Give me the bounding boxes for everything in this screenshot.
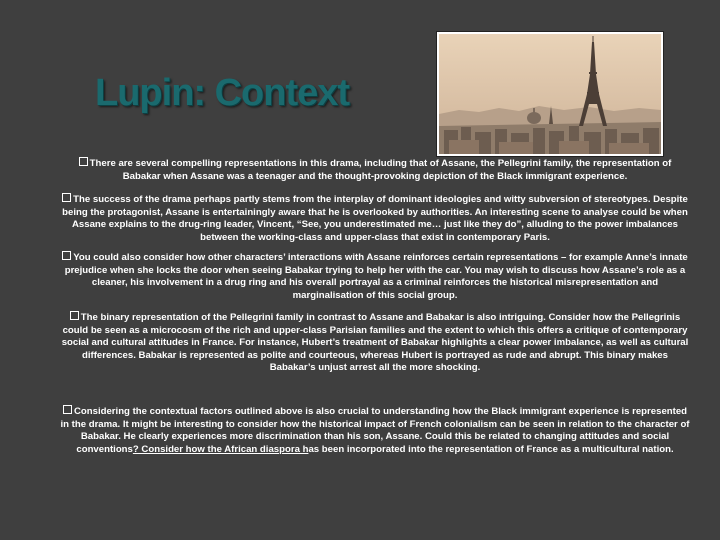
- paragraph-text: The success of the drama perhaps partly stems from the interplay of dominant ideologies and witty subversion of stereotypes. Despite being the protagonist, Assane is entertainingly aware that he is overlooked by authorities. An interesting scene to analyse could be when Assane explains to the drug-ring leader, Vincent, “See, you underestimated me… just like they do”, alluding to the power imbalances between the working-class and upper-class that exist in contemporary Paris.: [62, 194, 688, 243]
- paragraph-text: Considering the contextual factors outlined above is also crucial to understanding how the Black immigrant experience is represented in the drama. It might be interesting to consider how the historical impact of French colonialism can be seen in relation to the character of Babakar. He clearly experiences more discrimination than his son, Assane. Could this be related to changing attitudes and social conventions: [60, 406, 690, 455]
- bullet-box-icon: [63, 405, 72, 414]
- paragraph-text-end: as been incorporated into the representation of France as a multicultural nation.: [308, 443, 674, 455]
- bullet-box-icon: [62, 193, 71, 202]
- paragraph-text: You could also consider how other characters’ interactions with Assane reinforces certain representations – for example Anne’s innate prejudice when she locks the door when seeing Babakar trying to help her with the car. You may wish to discuss how Assane’s role as a cleaner, his involvement in a drug ring and his overall portrayal as a criminal reinforces the historical misrepresentation and marginalisation of this social group.: [64, 252, 688, 301]
- bullet-box-icon: [70, 311, 79, 320]
- slide-title: Lupin: Context: [95, 72, 350, 114]
- bullet-box-icon: [62, 251, 71, 260]
- paris-skyline-image: [437, 32, 663, 156]
- hyperlink-text[interactable]: ? Consider how the African diaspora h: [132, 443, 309, 455]
- bullet-box-icon: [79, 157, 88, 166]
- paragraph-1: [60, 157, 690, 183]
- paris-skyline-illustration: [439, 34, 661, 154]
- paragraph-5: [60, 405, 690, 456]
- paragraph-text: The binary representation of the Pellegrini family in contrast to Assane and Babakar is also intriguing. Consider how the Pellegrinis could be seen as a microcosm of the rich and upper-class Parisian families and the extent to which this offers a critique of contemporary social and cultural attitudes in France. For instance, Hubert’s treatment of Babakar highlights a clear power imbalance, as well as cultural differences. Babakar is represented as polite and courteous, whereas Hubert is portrayed as rude and abrupt. This binary makes Babakar’s unjust arrest all the more shocking.: [61, 312, 689, 374]
- paragraph-4: [60, 311, 690, 375]
- paragraph-text: There are several compelling representations in this drama, including that of Assane, the Pellegrini family, the representation of Babakar when Assane was a teenager and the thought-provoking depiction of the Black immigrant experience.: [89, 158, 672, 182]
- paragraph-3: [60, 251, 690, 302]
- paragraph-2: [60, 193, 690, 244]
